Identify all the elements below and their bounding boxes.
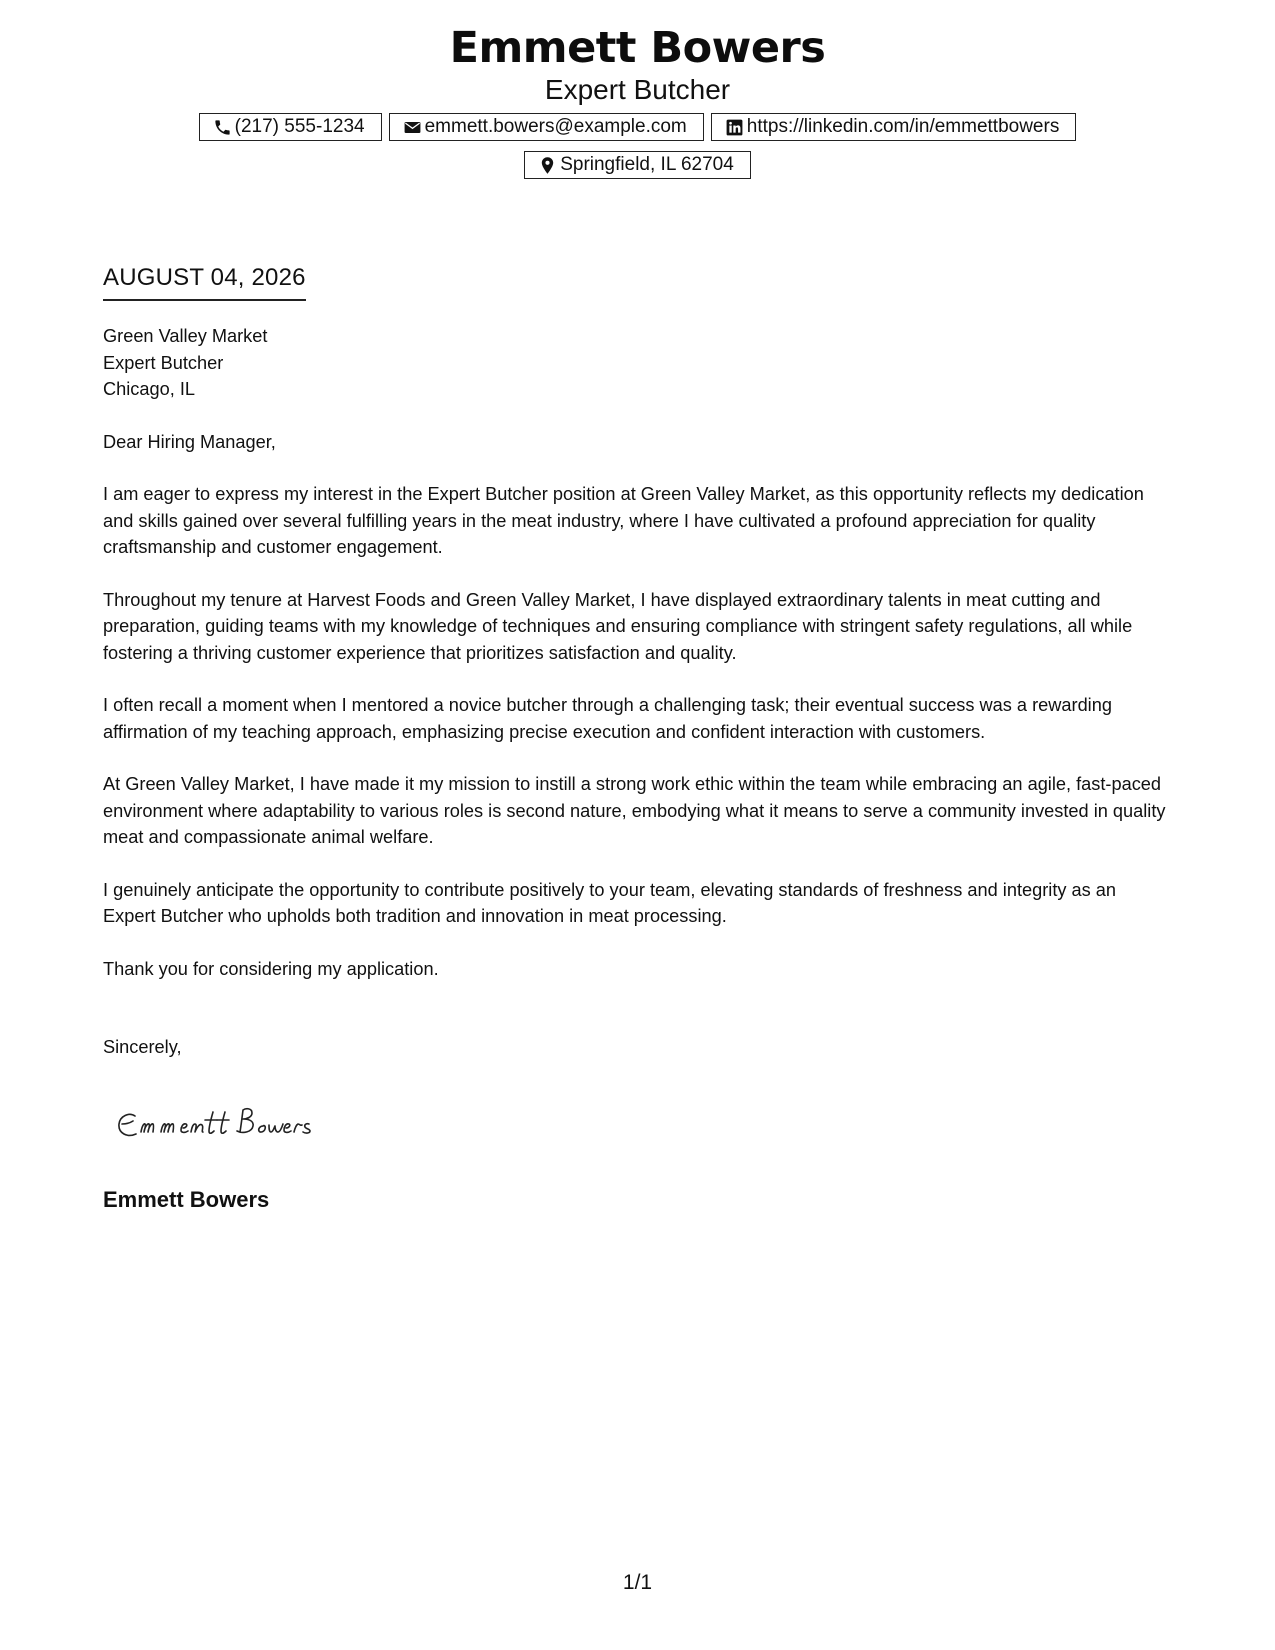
map-pin-icon [538,156,557,175]
location-chip [524,151,751,179]
letter-header [0,22,1275,106]
linkedin-icon [725,118,744,137]
letter-date: AUGUST 04, 2026 [103,263,306,301]
page-indicator: 1/1 [622,1571,653,1594]
recipient-block [103,323,1173,403]
recipient-company: Green Valley Market [103,326,268,346]
email-chip [389,113,704,141]
recipient-position: Expert Butcher [103,352,224,373]
envelope-icon [403,118,422,137]
handwritten-signature [113,1102,353,1152]
body-paragraph: I often recall a moment when I mentored a novice butcher through a challenging task; their eventual success was a rewarding affirmation of my teaching approach, emphasizing precise execution and confident interaction with customers. [103,695,1112,742]
linkedin-text: https://linkedin.com/in/emmettbowers [746,116,1060,137]
body-paragraph: Throughout my tenure at Harvest Foods and Green Valley Market, I have displayed extraordinary talents in meat cutting and preparation, guiding teams with my knowledge of techniques and ensuring compliance with stringent safety regulations, all while fostering a thriving customer experience that prioritizes satisfaction and quality. [103,589,1133,663]
letter-body [103,263,1173,1061]
body-paragraph: I genuinely anticipate the opportunity to contribute positively to your team, elevating standards of freshness and integrity as an Expert Butcher who upholds both tradition and innovation in meat processing. [103,879,1117,926]
phone-icon [213,118,232,137]
contact-row [0,113,1275,141]
linkedin-chip [711,113,1077,141]
closing: Sincerely, [103,1037,182,1057]
location-text: Springfield, IL 62704 [560,154,734,175]
applicant-name: Emmett Bowers [449,23,826,73]
body-paragraph: At Green Valley Market, I have made it my mission to instill a strong work ethic within the team while embracing an agile, fast-paced environment where adaptability to various roles is second nature, embodying what it means to serve a community invested in quality meat and compassionate animal welfare. [103,774,1166,847]
body-paragraph: I am eager to express my interest in the Expert Butcher position at Green Valley Market, as this opportunity reflects my dedication and skills gained over several fulfilling years in the meat industry, where I have cultivated a profound appreciation for quality craftsmanship and customer engagement. [103,484,1144,557]
recipient-city: Chicago, IL [103,379,196,399]
body-paragraph: Thank you for considering my application. [103,958,439,979]
signer-name: Emmett Bowers [103,1187,270,1212]
email-text: emmett.bowers@example.com [424,116,687,137]
contact-row-2 [0,151,1275,179]
phone-text: (217) 555-1234 [234,116,365,137]
phone-chip [199,113,382,141]
salutation: Dear Hiring Manager, [103,431,276,452]
applicant-role: Expert Butcher [544,74,731,105]
